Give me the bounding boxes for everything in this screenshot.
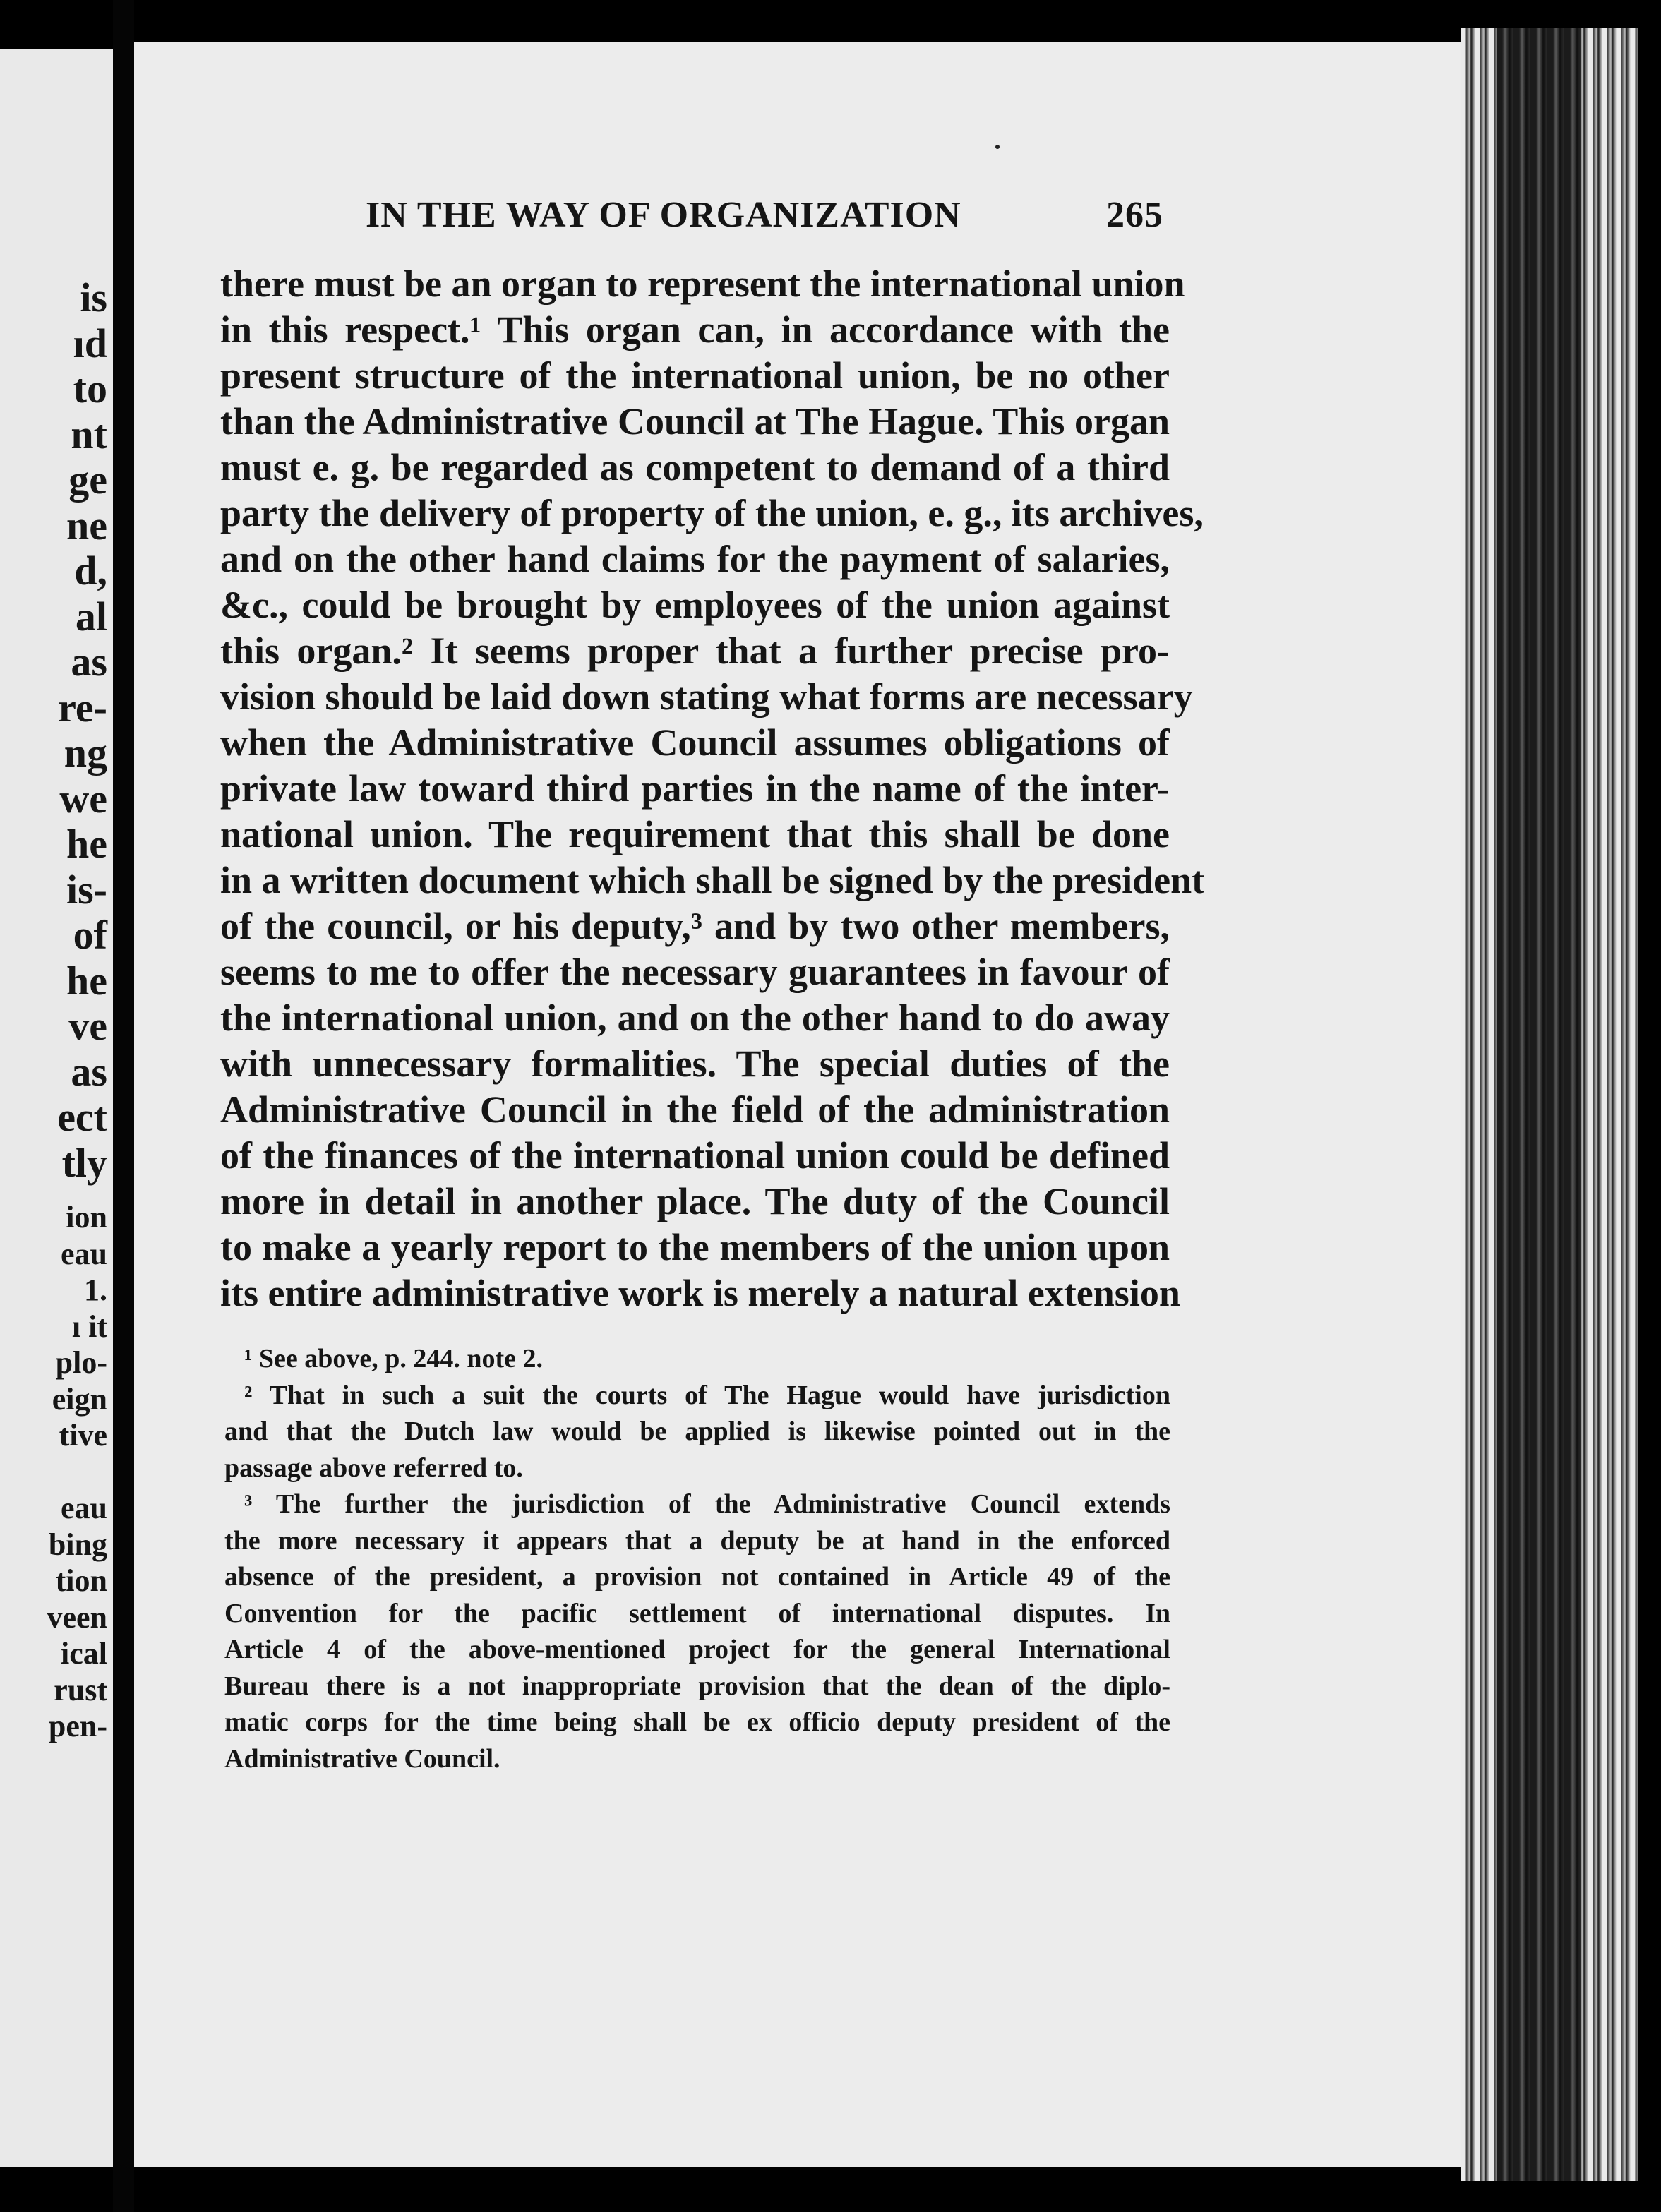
left-page-fragment: ı it (71, 1309, 107, 1344)
left-page-fragment: tive (59, 1418, 107, 1453)
body-line: of the council, or his deputy,³ and by two other members, (220, 905, 1170, 947)
left-page-fragment: ne (66, 502, 107, 548)
body-line: seems to me to offer the necessary guarantees in favour of (220, 951, 1170, 993)
footnote-line: matic corps for the time being shall be ex officio deputy president of the (224, 1707, 1170, 1737)
left-page-fragment: eau (61, 1491, 107, 1525)
left-page-edge (0, 49, 113, 2167)
left-page-fragment: ıd (73, 320, 107, 366)
footnote-line: and that the Dutch law would be applied is likewise pointed out in the (224, 1417, 1170, 1446)
speck-mark (995, 145, 1000, 149)
left-page-fragment: is (80, 275, 107, 320)
left-page-fragment: to (73, 366, 107, 411)
body-line: its entire administrative work is merely a natural extension (220, 1272, 1180, 1314)
left-page-fragment: is- (66, 866, 107, 913)
body-line: the international union, and on the other hand to do away (220, 997, 1170, 1039)
left-page-fragment: ve (68, 1003, 107, 1049)
left-page-fragment: ical (61, 1636, 107, 1671)
body-line: vision should be laid down stating what forms are necessary (220, 675, 1193, 718)
left-page-fragment: bing (48, 1527, 107, 1562)
running-head-title: IN THE WAY OF ORGANIZATION (366, 195, 961, 235)
left-page-fragment: pen- (48, 1709, 107, 1743)
left-page-fragment: 1. (84, 1273, 107, 1307)
body-line: &c., could be brought by employees of the union against (220, 584, 1170, 626)
left-page-fragment: nt (71, 411, 107, 457)
left-page-fragment: eign (52, 1381, 107, 1417)
left-page-fragment: tly (61, 1139, 107, 1186)
left-page-fragment: as (71, 1048, 107, 1095)
footnote-line: the more necessary it appears that a deputy be at hand in the enforced (224, 1525, 1170, 1556)
body-line: must e. g. be regarded as competent to demand of a third (220, 446, 1170, 488)
footnote-line: Article 4 of the above-mentioned project for the general International (224, 1635, 1170, 1664)
running-head (366, 191, 1163, 240)
page-number: 265 (1106, 195, 1163, 235)
left-page-fragment: we (59, 775, 107, 822)
body-line: than the Administrative Council at The Hague. This organ (220, 400, 1170, 443)
body-line: in a written document which shall be signed by the president (220, 859, 1205, 901)
body-text (220, 261, 1205, 1316)
footnote-line: passage above referred to. (224, 1453, 523, 1483)
body-line: of the finances of the international union could be defined (220, 1134, 1170, 1177)
body-line: and on the other hand claims for the payment of salaries, (220, 538, 1170, 580)
left-page-fragment: he (66, 957, 107, 1004)
left-page-fragment: eau (61, 1236, 107, 1271)
body-line: to make a yearly report to the members of the union upon (220, 1226, 1170, 1268)
body-line: Administrative Council in the field of the administration (220, 1088, 1170, 1131)
body-line: this organ.² It seems proper that a further precise pro- (220, 630, 1170, 672)
book-gutter (113, 0, 134, 2212)
body-line: in this respect.¹ This organ can, in accordance with the (220, 308, 1170, 351)
left-page-fragment: ng (64, 730, 107, 776)
footnote-line: Convention for the pacific settlement of international disputes. In (224, 1598, 1170, 1628)
body-line: there must be an organ to represent the international union (220, 263, 1185, 305)
left-page-fragment: tion (55, 1563, 107, 1598)
body-line: with unnecessary formalities. The special duties of the (220, 1042, 1170, 1085)
footnotes (224, 1341, 1170, 1777)
footnote-line: Bureau there is a not inappropriate provision that the dean of the diplo- (224, 1671, 1170, 1701)
left-page-fragment: rust (54, 1672, 107, 1707)
left-page-fragment: he (66, 821, 107, 867)
left-page-fragment: d, (74, 548, 107, 594)
page-block-shadow (1497, 28, 1581, 2181)
page-block-edge (1461, 28, 1638, 2181)
left-page-fragment: of (73, 912, 107, 958)
left-page-fragment: re- (58, 684, 107, 731)
left-page-fragment: ge (68, 457, 107, 503)
body-line: when the Administrative Council assumes obligations of (220, 721, 1170, 764)
left-page-fragment: plo- (55, 1345, 107, 1380)
body-line: more in detail in another place. The duty of the Council (220, 1180, 1170, 1222)
body-line: present structure of the international union, be no other (220, 354, 1170, 397)
footnote-line: ³ The further the jurisdiction of the Administrative Council extends (244, 1489, 1170, 1519)
left-page-fragment: ect (57, 1094, 107, 1140)
footnote-line: ² That in such a suit the courts of The Hague would have jurisdiction (244, 1380, 1170, 1410)
left-page-fragment: as (71, 639, 107, 685)
footnote-line: Administrative Council. (224, 1743, 500, 1774)
footnote-line: ¹ See above, p. 244. note 2. (244, 1344, 544, 1374)
body-line: party the delivery of property of the union, e. g., its archives, (220, 492, 1204, 534)
footnote-line: absence of the president, a provision not contained in Article 49 of the (224, 1562, 1170, 1592)
body-line: national union. The requirement that this shall be done (220, 813, 1170, 855)
body-line: private law toward third parties in the name of the inter- (220, 767, 1170, 810)
left-page-fragment: al (75, 593, 107, 639)
left-page-fragment: veen (47, 1599, 107, 1635)
left-page-fragment: ion (66, 1200, 107, 1234)
